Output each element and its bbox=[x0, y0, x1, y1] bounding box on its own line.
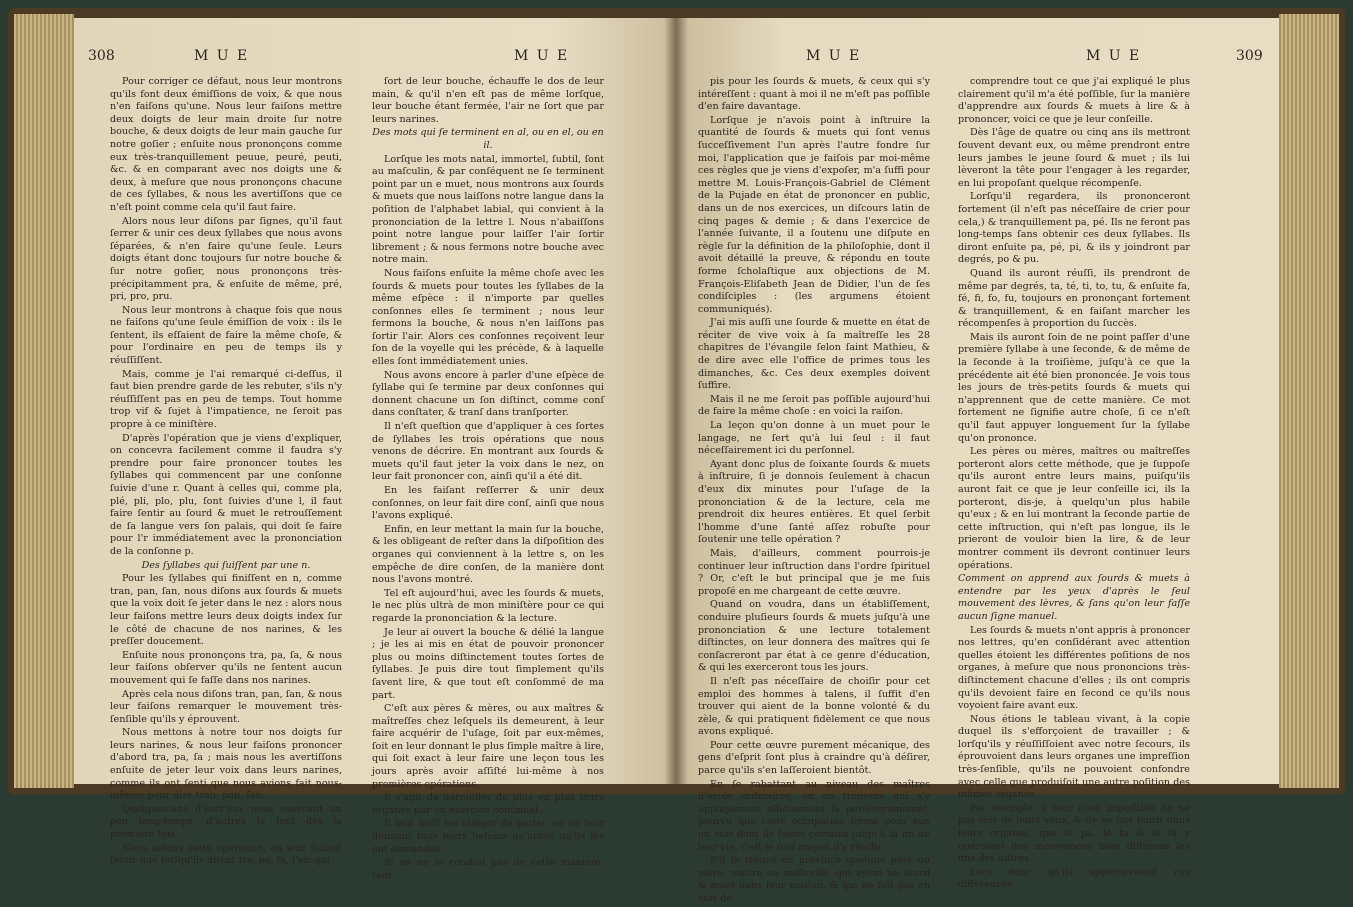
paragraph: Quelques-uns d'entr'eux nous exercent un peu long-temps, d'autres le font dès la première fois. bbox=[110, 803, 342, 841]
paragraph: Pour corriger ce défaut, nous leur montrons qu'ils font deux émiſſions de voix, & que nous n'en faiſons qu'une. Nous leur faiſons mettre deux doigts de leur main droite ſur notre bouche, & deux doigts de leur main gauche ſur notre goſier ; enſuite nous prononçons comme eux très-tranquillement peuue, peuré, peuti, &c. & en comparant avec nos doigts une & deux, à meſure que nous prononçons chacune de ces ſyllabes, & nous les avertiſſons que ce n'eſt point comme cela qu'il faut faire. bbox=[110, 76, 342, 213]
paragraph: C'eſt aux pères & mères, ou aux maîtres & maîtreſſes chez leſquels ils demeurent, à leur faire acquérir de l'uſage, ſoit par eux-mêmes, ſoit en leur donnant le plus ſimple maître à lire, qui ſoit exact à leur faire une leçon tous les jours après avoir aſſiſté lui-même à nos premières opérations. bbox=[372, 703, 604, 790]
paragraph: Tel eſt aujourd'hui, avec les ſourds & muets, le nec plùs ultrà de mon miniſtère pour ce qui regarde la prononciation & la lecture. bbox=[372, 587, 604, 624]
running-header: M U E bbox=[194, 48, 250, 64]
left-page bbox=[74, 18, 676, 881]
right-page bbox=[676, 18, 1279, 904]
paragraph: ſort de leur bouche, échauffe le dos de leur main, & qu'il n'en eſt pas de même lorſque, leur bouche étant fermée, l'air ne ſort que par leurs narines. bbox=[372, 76, 604, 125]
running-header: M U E bbox=[1086, 48, 1142, 64]
paragraph: Les pères ou mères, maîtres ou maîtreſſes porteront alors cette méthode, que je ſuppoſe qu'ils auront entre leurs mains, puiſqu'ils auront fait ce que je leur conſeille ici, ils la porteront, dis-je, à quelqu'un plus habile qu'eux ; & en lui montrant la ſeconde partie de cette inſtruction, qui n'eſt pas longue, ils le prieront de vouloir bien la lire, & de leur montrer comment ils devront continuer leurs opérations. bbox=[958, 446, 1190, 571]
paragraph: Nous faiſons enſuite la même choſe avec les ſourds & muets pour toutes les ſyllabes de la même eſpèce : il n'importe par quelles conſonnes elles ſe terminent ; nous leur fermons la bouche, & nous n'en laiſſons pas ſortir l'air. Alors ces conſonnes reçoivent leur ſon de la voyelle qui les précède, & à laquelle elles ſont immédiatement unies. bbox=[372, 267, 604, 368]
text-column-2 bbox=[372, 76, 604, 883]
paragraph: Nous leur montrons à chaque fois que nous ne faiſons qu'une ſeule émiſſion de voix : ils le ſentent, ils eſſaient de faire la même choſe, & pour l'ordinaire en peu de temps ils y réuſſiſſent. bbox=[110, 304, 342, 367]
paragraph: pis pour les ſourds & muets, & ceux qui s'y intéreſſent : quant à moi il ne m'eſt pas poſſible d'en faire davantage. bbox=[698, 76, 930, 113]
paragraph: Nous mettons à notre tour nos doigts ſur leurs narines, & nous leur faiſons prononcer d'abord tra, pa, ſa ; mais nous les avertiſſons enſuite de jeter leur voix dans leurs narines, comme ils ont ſenti que nous avions fait nous-mêmes pour dire tran, pan, ſan. bbox=[110, 727, 342, 802]
paragraph: Mais il ne me ſeroit pas poſſible aujourd'hui de faire la même choſe : en voici la raiſon. bbox=[698, 393, 930, 418]
page-edges-right bbox=[1279, 14, 1339, 788]
paragraph: Il n'eſt queſtion que d'appliquer à ces ſortes de ſyllabes les trois opérations que nous venons de décrire. En montrant aux ſourds & muets qu'il faut jeter la voix dans le nez, on leur fait prononcer con, ainſi qu'il a été dit. bbox=[372, 421, 604, 483]
paragraph: comprendre tout ce que j'ai expliqué le plus clairement qu'il m'a été poſſible, ſur la manière d'apprendre aux ſourds & muets à lire & à prononcer, voici ce que je leur conſeille. bbox=[958, 76, 1190, 125]
paragraph: Lors donc qu'ils appercevoient ces différences bbox=[958, 866, 1190, 891]
paragraph: Ayant donc plus de ſoixante ſourds & muets à inſtruire, ſi je donnois ſeulement à chacun d'eux dix minutes pour l'uſage de la prononciation & de la lecture, cela me prendroit dix heures entières. Et quel ſerbit l'homme d'une ſanté aſſez robuſte pour ſoutenir une telle opération ? bbox=[698, 458, 930, 546]
paragraph: Pour cette œuvre purement mécanique, des gens d'eſprit ſont plus à craindre qu'à déſirer, parce qu'ils s'en laſſeroient bientôt. bbox=[698, 739, 930, 777]
running-header: M U E bbox=[806, 48, 862, 64]
paragraph: Il s'agit de dérouiller de plus en plus leurs organes par un exercice continuel. bbox=[372, 792, 604, 816]
section-heading: Comment on apprend aux ſourds & muets à entendre par les yeux d'après le ſeul mouvement des lèvres, & ſans qu'on leur faſſe aucun ſigne manuel. bbox=[958, 573, 1190, 622]
paragraph: Il faut auſſi les obliger de parler, en ne leur donnant tous leurs beſoins qu'après qu'ils les ont demandés. bbox=[372, 818, 604, 855]
paragraph: Quand on voudra, dans un établiſſement, conduire pluſieurs ſourds & muets juſqu'à une prononciation & une lecture totalement diſtinctes, on leur donnera des maîtres qui ſe conſacreront par état à ce genre d'éducation, & qui les exerceront tous les jours. bbox=[698, 599, 930, 674]
section-heading: Des ſyllabes qui ſuiſſent par une n. bbox=[141, 559, 311, 571]
paragraph: Par exemple, il leur étoit impoſſible de ne pas voir de leurs yeux, & de ne pas ſentir dans leurs organes, que le pa, le ta & le fa y opéroient des mouvemens bien différens les uns des autres. bbox=[958, 802, 1190, 865]
paragraph: Je leur ai ouvert la bouche & délié la langue ; je les ai mis en état de pouvoir prononcer plus ou moins diſtinctement toutes ſortes de ſyllabes. Je puis dire tout ſimplement qu'ils ſavent lire, & que tout eſt conſommé de ma part. bbox=[372, 626, 604, 701]
page-edges-left bbox=[14, 14, 74, 788]
paragraph: D'après l'opération que je viens d'expliquer, on concevra facilement comme il faudra s'y prendre pour faire prononcer toutes les ſyllabes qui commencent par une conſonne ſuivie d'une r. Quant à celles qui, comme pla, plé, pli, plo, plu, ſont ſuivies d'une l, il faut faire ſentir au ſourd & muet le retrouſſement de ſa langue vers ſon palais, qui doit ſe faire pour l'r immédiatement avec la prononciation de la conſonne p. bbox=[110, 432, 342, 557]
paragraph: S'il ſe trouve en province quelque père ou mère, maître ou maîtreſſe, qui ayent un ſourd & muet dans leur maiſon, & qui ne ſoit pas en état de bbox=[698, 855, 930, 904]
paragraph: Lorſqu'il regardera, ils prononceront fortement (il n'eſt pas néceſſaire de crier pour cela,) & tranquillement pa, pé. Ils ne feront pas long-temps ſans obtenir ces deux ſyllabes. Ils diront enſuite pa, pé, pi, & ils y joindront par degrés, po & pu. bbox=[958, 191, 1190, 266]
running-header: M U E bbox=[514, 48, 570, 64]
paragraph: Enſuite nous prononçons tra, pa, ſa, & nous leur faiſons obſerver qu'ils ne ſentent aucun mouvement qui ſe faſſe dans nos narines. bbox=[110, 649, 342, 686]
paragraph: Mais ils auront ſoin de ne point paſſer d'une première ſyllabe à une ſeconde, & de même de la ſeconde à la troiſième, juſqu'à ce que la précédente ait été bien prononcée. Je vois tous les jours de très-petits ſourds & muets qui n'apprennent que de cette manière. Ce mot fortement ne ſignifie autre choſe, ſi ce n'eſt qu'il faut appuyer longuement ſur la ſyllabe qu'on prononce. bbox=[958, 331, 1190, 444]
text-column-1 bbox=[698, 76, 930, 907]
paragraph: En les faiſant reſſerrer & unir deux conſonnes, on leur fait dire conſ, ainſi que nous l'avons expliqué. bbox=[372, 485, 604, 522]
page-number: 308 bbox=[88, 48, 115, 64]
paragraph: J'ai mis auſſi une ſourde & muette en état de réciter de vive voix à ſa maîtreſſe les 28 chapitres de l'évangile ſelon ſaint Mathieu, & de dire avec elle l'office de primes tous les dimanches, &c. Ces deux exemples doivent ſuffire. bbox=[698, 317, 930, 392]
paragraph: Si on ne ſe conduit pas de cette manière, tant bbox=[372, 857, 604, 881]
paragraph: Mais, d'ailleurs, comment pourrois-je continuer leur inſtruction dans l'ordre ſpirituel ? Or, c'eſt le but principal que je me ſuis propoſé en me chargeant de cette œuvre. bbox=[698, 547, 930, 597]
paragraph: Pour les ſyllabes qui finiſſent en n, comme tran, pan, ſan, nous diſons aux ſourds & muets que la voix doit ſe jeter dans le nez : alors nous leur faiſons mettre leurs deux doigts index ſur le côté de chacune de nos narines, & les preſſer doucement. bbox=[110, 573, 342, 648]
book-gutter bbox=[664, 18, 688, 784]
text-column-1 bbox=[110, 76, 342, 869]
section-heading: Des mots qui ſe terminent en al, ou en el, ou en il. bbox=[372, 127, 604, 151]
paragraph: Lorſque les mots natal, immortel, ſubtil, ſont au maſculin, & par conſéquent ne ſe terminent point par un e muet, nous montrons aux ſourds & muets que nous laiſſons notre langue dans la poſition de l'alphabet labial, qui convient à la prononciation de la lettre l. Nous n'abaiſſons point notre langue pour laiſſer l'air ſortir librement ; & nous fermons notre bouche avec notre main. bbox=[372, 153, 604, 266]
paragraph: Quand ils auront réuſſi, ils prendront de même par degrés, ta, té, ti, to, tu, & enſuite fa, fé, fi, fo, fu, toujours en prononçant fortement & tranquillement, & en faiſant marcher les récompenſes à proportion du ſuccès. bbox=[958, 267, 1190, 330]
paragraph: Les ſourds & muets n'ont appris à prononcer nos lettres, qu'en conſidérant avec attention quelles étoient les différentes poſitions de nos organes, à meſure que nous prononcions très-diſtinctement chacune d'elles ; ils ont compris qu'ils devoient faire en ſecond ce qu'ils nous voyoient faire avant eux. bbox=[958, 624, 1190, 712]
paragraph: Nous avons encore à parler d'une eſpèce de ſyllabe qui ſe termine par deux conſonnes qui donnent chacune un ſon diſtinct, comme conſ dans conſtater, & tranſ dans tranſporter. bbox=[372, 369, 604, 419]
paragraph: Nous aidons cette opération, en leur faiſant ſentir que lorſqu'ils diſent tra, pa, ſa, l'air qui bbox=[110, 842, 342, 867]
paragraph: Lorſque je n'avois point à inſtruire la quantité de ſourds & muets qui ſont venus ſucceſſivement l'un après l'autre fondre ſur moi, l'application que je faiſois par moi-même ces règles que je viens d'expoſer, m'a ſuffi pour mettre M. Louis-François-Gabriel de Clément de la Pujade en état de prononcer en public, dans un de nos exercices, un diſcours latin de cinq pages & demie ; & dans l'exercice de l'année ſuivante, il a ſoutenu une diſpute en règle ſur la définition de la philoſophie, dont il avoit détaillé la preuve, & répondu en toute forme ſcholaſtique aux objections de M. François-Eliſabeth Jean de Didier, l'un de ſes condiſciples : (les argumens étoient communiqués). bbox=[698, 114, 930, 315]
page-number: 309 bbox=[1236, 48, 1263, 64]
paragraph: Après cela nous diſons tran, pan, ſan, & nous leur faiſons remarquer le mouvement très-ſenſible qu'ils y éprouvent. bbox=[110, 688, 342, 725]
paragraph: En ſe rabattant au niveau des maîtres d'école ordinaires, on en trouvera qui s'y appliqueront aſſiduement & perſévéramment, pourvu que cette occupation forme pour eux un état dont ils ſoient certains juſqu'à la fin de leur vie, c'eſt le ſeul moyen d'y réuſſir. bbox=[698, 778, 930, 853]
paragraph: Enfin, en leur mettant la main ſur la bouche, & les obligeant de reſter dans la diſpoſition des organes qui conviennent à la lettre s, on les empêche de dire conſen, de la manière dont nous l'avons montré. bbox=[372, 523, 604, 586]
paragraph: Il n'eſt pas néceſſaire de choiſir pour cet emploi des hommes à talens, il ſuffit d'en trouver qui aient de la bonne volonté & du zèle, & qui pratiquent fidèlement ce que nous avons expliqué. bbox=[698, 675, 930, 738]
paragraph: Mais, comme je l'ai remarqué ci-deſſus, il faut bien prendre garde de les rebuter, s'ils n'y réuſſiſſent pas en peu de temps. Tout homme trop vif & ſujet à l'impatience, ne ſeroit pas propre à ce miniſtère. bbox=[110, 368, 342, 431]
text-column-2 bbox=[958, 76, 1190, 893]
paragraph: Nous étions le tableau vivant, à la copie duquel ils s'efforçoient de travailler ; & lorſqu'ils y réuſſiſſoient avec notre ſecours, ils éprouvoient dans leurs organes une impreſſion très-ſenſible, qu'ils ne pouvoient confondre avec celle que produiſoit une autre poſition des mêmes organes. bbox=[958, 713, 1190, 801]
paragraph: Dès l'âge de quatre ou cinq ans ils mettront ſouvent devant eux, ou même prendront entre leurs jambes le jeune ſourd & muet ; ils lui lèveront la tête pour l'engager à les regarder, en lui propoſant quelque récompenſe. bbox=[958, 127, 1190, 189]
paragraph: La leçon qu'on donne à un muet pour le langage, ne ſert qu'à lui ſeul : il faut néceſſairement ici du perſonnel. bbox=[698, 420, 930, 457]
paragraph: Alors nous leur diſons par ſignes, qu'il faut ſerrer & unir ces deux ſyllabes que nous avons ſéparées, & n'en faire qu'une ſeule. Leurs doigts étant donc toujours ſur notre bouche & ſur notre goſier, nous prononçons très-précipitamment pra, & enſuite de même, pré, pri, pro, pru. bbox=[110, 215, 342, 303]
